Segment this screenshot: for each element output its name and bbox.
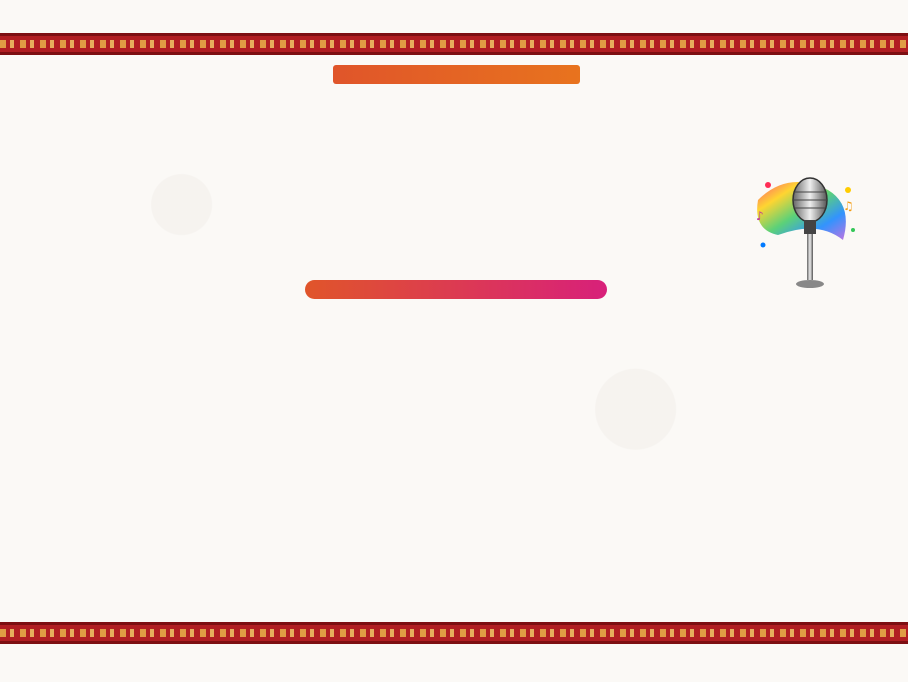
sabha-header (305, 280, 607, 299)
top-border-band (0, 33, 908, 55)
svg-text:♫: ♫ (843, 199, 854, 213)
date-header (333, 65, 580, 84)
microphone-icon (748, 160, 863, 290)
bottom-border-band (0, 622, 908, 644)
svg-text:♪: ♪ (756, 209, 764, 223)
